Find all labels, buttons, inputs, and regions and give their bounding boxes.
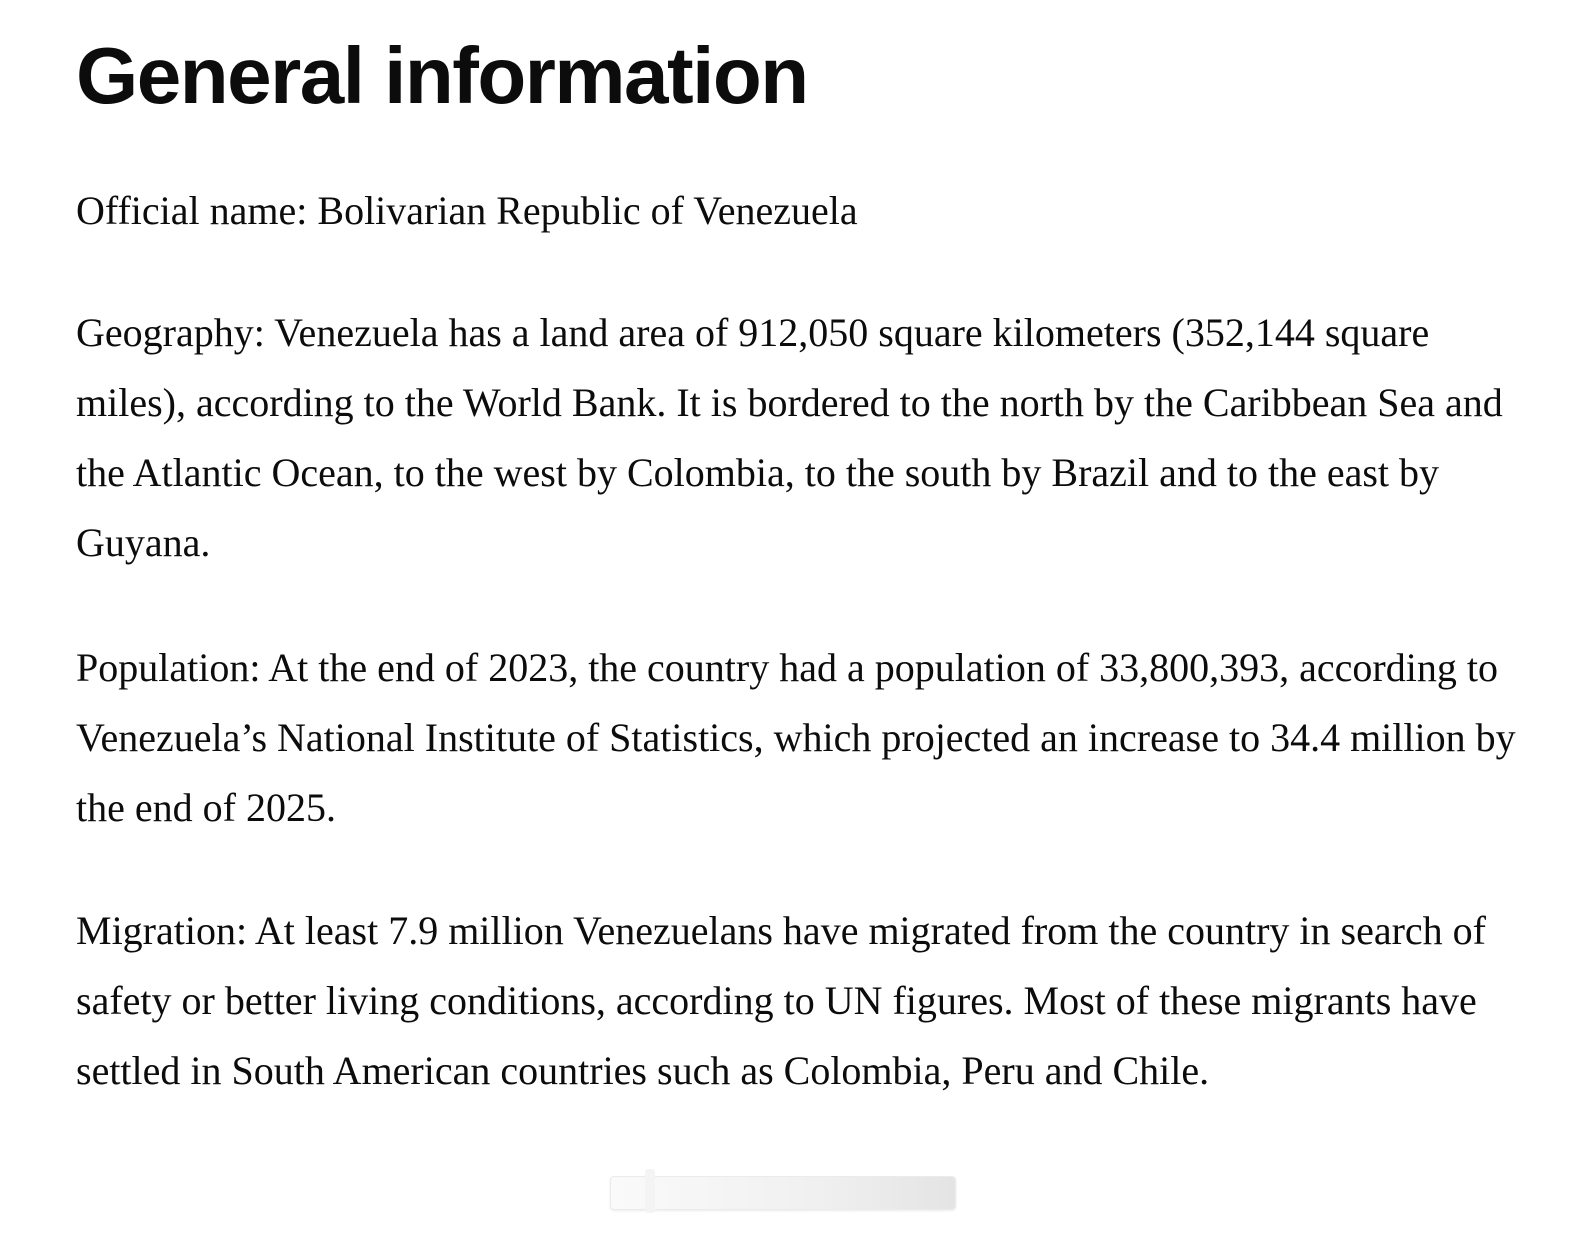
section-heading: General information <box>76 31 808 120</box>
scroll-handle[interactable] <box>645 1169 655 1213</box>
population-paragraph: Population: At the end of 2023, the country had a population of 33,800,393, according to Venezuela’s National Institute of Statistics, which projected an increase to 34.4 million by the end of 2025. <box>76 645 1516 830</box>
scroll-indicator-bar[interactable] <box>610 1176 956 1210</box>
migration-paragraph: Migration: At least 7.9 million Venezuelans have migrated from the country in search of safety or better living conditions, according to UN figures. Most of these migrants have settled in South American countries such as Colombia, Peru and Chile. <box>76 908 1486 1093</box>
official-name-paragraph: Official name: Bolivarian Republic of Venezuela <box>76 188 858 233</box>
geography-paragraph: Geography: Venezuela has a land area of 912,050 square kilometers (352,144 square miles), according to the World Bank. It is bordered to the north by the Caribbean Sea and the Atlantic Ocean, to the west by Colombia, to the south by Brazil and to the east by Guyana. <box>76 310 1503 565</box>
